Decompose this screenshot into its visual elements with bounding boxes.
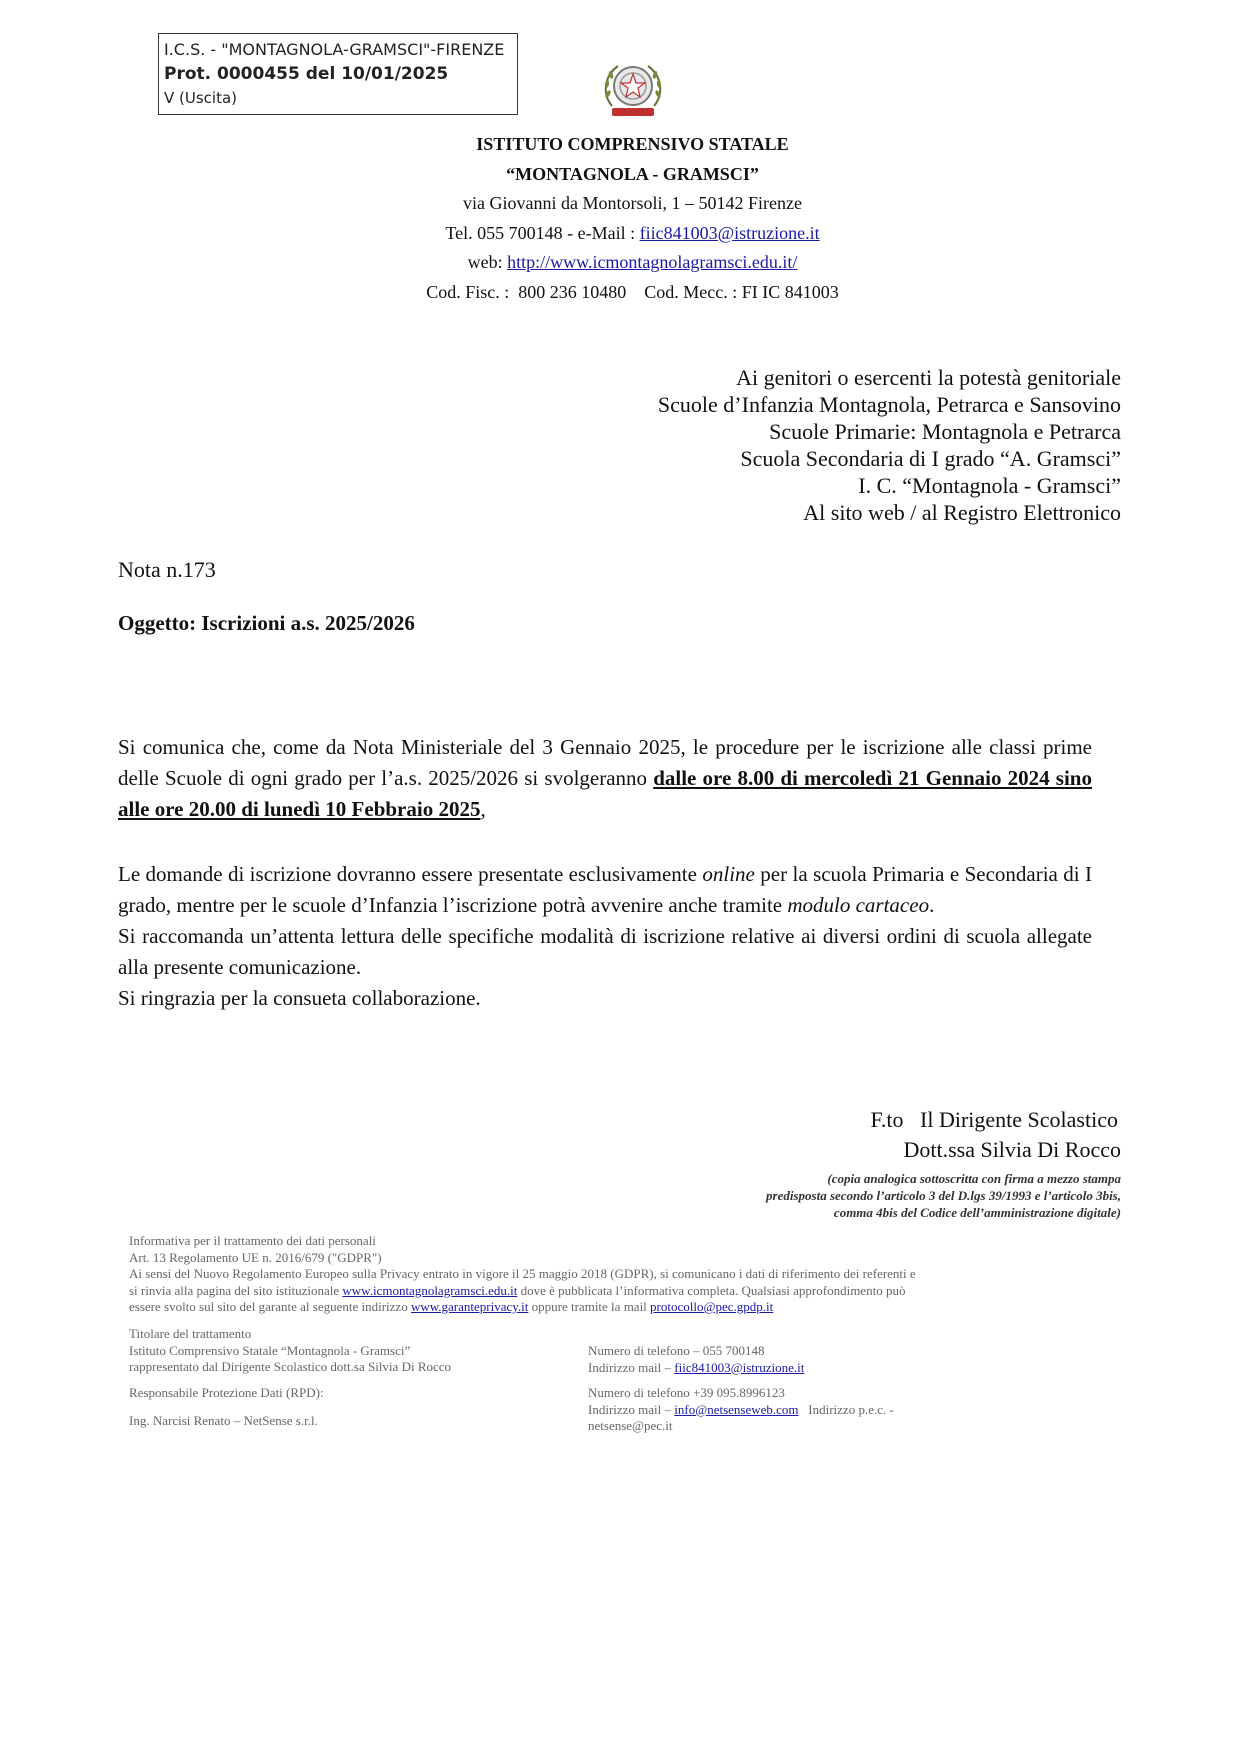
rpd-pec: netsense@pec.it bbox=[588, 1418, 673, 1433]
privacy-notice bbox=[129, 1233, 1029, 1316]
titolare-contacts bbox=[588, 1343, 804, 1376]
stamp-direction: V (Uscita) bbox=[164, 89, 238, 107]
school-site-link[interactable]: www.icmontagnolagramsci.edu.it bbox=[342, 1282, 518, 1298]
signature-note: (copia analogica sottoscritta con firma a mezzo stampa predisposta secondo l’articolo 3 del D.lgs 39/1993 e l’articolo 3bis, comma 4bis del Codice dell’amministrazione digitale) bbox=[766, 1171, 1121, 1220]
rpd-name: Ing. Narcisi Renato – NetSense s.r.l. bbox=[129, 1413, 318, 1428]
institute-contacts bbox=[0, 219, 1241, 249]
privacy-text: essere svolto sul sito del garante al seguente indirizzo www.garanteprivacy.it oppure tramite la mail protocollo@pec.gpdp.it bbox=[129, 1299, 774, 1314]
stamp-protocol-number: Prot. 0000455 del 10/01/2025 bbox=[164, 64, 449, 84]
privacy-title: Informativa per il trattamento dei dati personali bbox=[129, 1233, 376, 1248]
privacy-article: Art. 13 Regolamento UE n. 2016/679 ("GDPR") bbox=[129, 1249, 382, 1265]
garante-mail-link[interactable]: protocollo@pec.gpdp.it bbox=[650, 1299, 774, 1314]
rpd-contacts bbox=[588, 1385, 894, 1435]
reading-recommendation: Si raccomanda un’attenta lettura delle specifiche modalità di iscrizione relative ai diversi ordini di scuola allegate alla presente comunicazione. bbox=[118, 924, 1092, 979]
institute-email-link[interactable]: fiic841003@istruzione.it bbox=[639, 222, 820, 243]
recipient-line: Scuola Secondaria di I grado “A. Gramsci” bbox=[740, 446, 1121, 471]
privacy-text: Ai sensi del Nuovo Regolamento Europeo sulla Privacy entrato in vigore il 25 maggio 2018 (GDPR), si comunicano i dati di riferimento dei referenti e bbox=[129, 1266, 916, 1281]
rpd-phone: Numero di telefono +39 095.8996123 bbox=[588, 1385, 785, 1400]
titolare-heading: Titolare del trattamento bbox=[129, 1326, 252, 1341]
institute-codes: Cod. Fisc. : 800 236 10480 Cod. Mecc. : FI IC 841003 bbox=[426, 281, 839, 302]
institute-website-link[interactable]: http://www.icmontagnolagramsci.edu.it/ bbox=[507, 252, 798, 272]
letterhead bbox=[0, 130, 1241, 307]
rpd-mail-link[interactable]: info@netsenseweb.com bbox=[674, 1401, 799, 1417]
stamp-institute: I.C.S. - "MONTAGNOLA-GRAMSCI"-FIRENZE bbox=[164, 40, 505, 59]
rpd-mail: Indirizzo mail – info@netsenseweb.com Indirizzo p.e.c. - bbox=[588, 1401, 894, 1417]
institute-address: via Giovanni da Montorsoli, 1 – 50142 Firenze bbox=[463, 193, 802, 213]
online-term: online bbox=[702, 862, 755, 886]
signature-role: F.to Il Dirigente Scolastico bbox=[870, 1107, 1118, 1132]
garante-link[interactable]: www.garanteprivacy.it bbox=[410, 1299, 529, 1314]
modalities-text: Le domande di iscrizione dovranno essere presentate esclusivamente online per la scuola Primaria e Secondaria di I grado, mentre per le scuole d’Infanzia l’iscrizione potrà avvenire anche tramite modulo cartaceo. bbox=[118, 862, 1092, 917]
protocol-stamp bbox=[158, 33, 518, 115]
recipient-line: Al sito web / al Registro Elettronico bbox=[803, 500, 1121, 525]
titolare-block bbox=[129, 1326, 451, 1376]
recipient-line: I. C. “Montagnola - Gramsci” bbox=[858, 473, 1121, 498]
signature-name: Dott.ssa Silvia Di Rocco bbox=[903, 1137, 1121, 1162]
paper-form-term: modulo cartaceo bbox=[787, 893, 930, 917]
signature-block bbox=[870, 1105, 1121, 1165]
rpd-heading: Responsabile Protezione Dati (RPD): bbox=[129, 1385, 324, 1400]
titolare-mail-link[interactable]: fiic841003@istruzione.it bbox=[674, 1359, 805, 1375]
titolare-mail: Indirizzo mail – fiic841003@istruzione.it bbox=[588, 1359, 805, 1375]
institute-web bbox=[0, 248, 1241, 278]
body-paragraph-modalities bbox=[118, 859, 1092, 1014]
recipient-line: Scuole d’Infanzia Montagnola, Petrarca e Sansovino bbox=[657, 392, 1121, 417]
titolare-phone: Numero di telefono – 055 700148 bbox=[588, 1343, 765, 1358]
recipients-block bbox=[658, 364, 1121, 526]
repubblica-italiana-emblem-icon bbox=[598, 54, 668, 124]
p1-text: Si comunica che, come da Nota Ministeriale del 3 Gennaio 2025, le procedure per le iscrizione alle classi prime delle Scuole di ogni grado per l’a.s. 2025/2026 si svolgeranno bbox=[118, 735, 1092, 790]
institute-name: ISTITUTO COMPRENSIVO STATALE bbox=[476, 134, 789, 154]
recipient-line: Scuole Primarie: Montagnola e Petrarca bbox=[769, 419, 1121, 444]
body-paragraph-dates bbox=[118, 732, 1092, 825]
web-label: web: bbox=[467, 252, 503, 272]
recipient-line: Ai genitori o esercenti la potestà genitoriale bbox=[736, 365, 1121, 390]
titolare-rep: rappresentato dal Dirigente Scolastico dott.sa Silvia Di Rocco bbox=[129, 1359, 452, 1374]
note-number: Nota n.173 bbox=[118, 557, 216, 582]
titolare-name: Istituto Comprensivo Statale “Montagnola - Gramsci” bbox=[129, 1342, 411, 1358]
thanks-line: Si ringrazia per la consueta collaborazione. bbox=[118, 986, 481, 1010]
tel-label: Tel. 055 700148 - e-Mail : bbox=[445, 222, 636, 243]
enrollment-period: dalle ore 8.00 di mercoledì 21 Gennaio 2024 sino alle ore 20.00 di lunedì 10 Febbraio 2025 bbox=[118, 766, 1092, 821]
p1-end: , bbox=[480, 797, 486, 821]
subject-line: Oggetto: Iscrizioni a.s. 2025/2026 bbox=[118, 611, 415, 635]
privacy-text: si rinvia alla pagina del sito istituzionale www.icmontagnolagramsci.edu.it dove è pubblicata l’informativa completa. Qualsiasi approfondimento può bbox=[129, 1282, 906, 1298]
institute-name-sub: “MONTAGNOLA - GRAMSCI” bbox=[506, 163, 759, 184]
